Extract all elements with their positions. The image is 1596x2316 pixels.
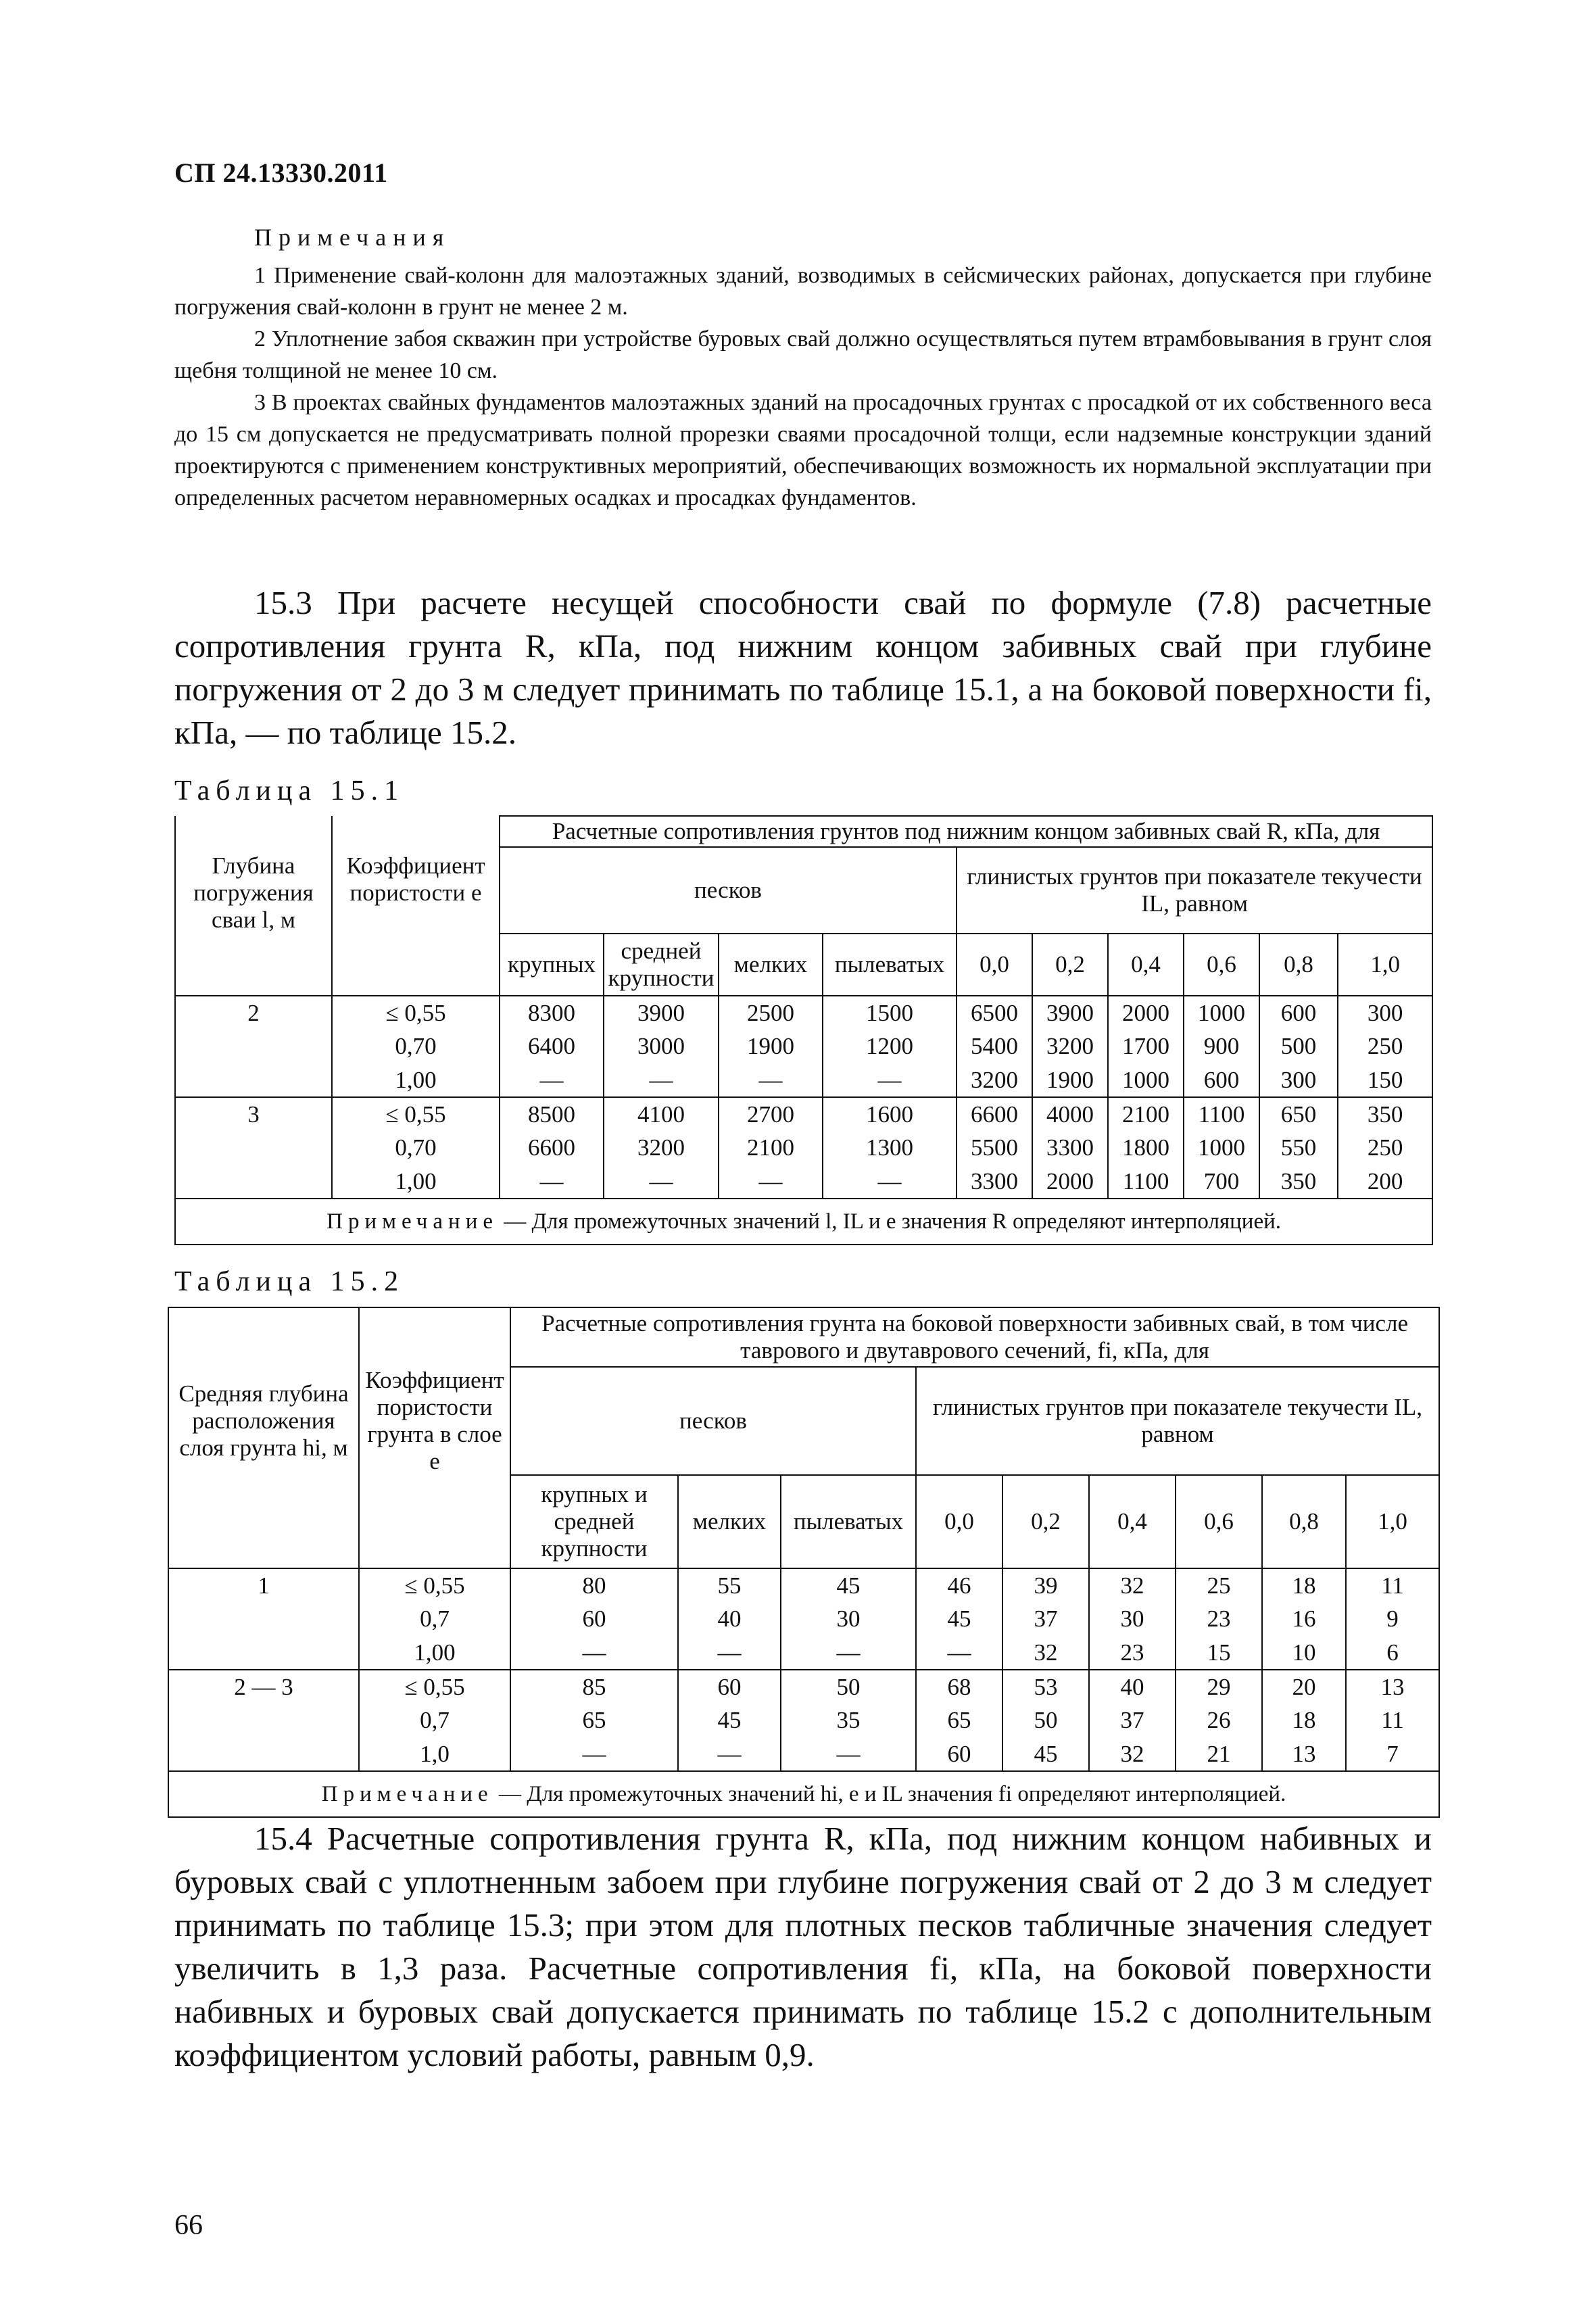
value-cell: 2700 [719,1097,823,1131]
t1-clay-col: 0,4 [1108,934,1184,996]
value-cell: 1200 [823,1030,957,1063]
value-cell: 35 [781,1704,916,1737]
value-cell: 65 [510,1704,678,1737]
table-2-caption: Таблица 15.2 [174,1266,405,1297]
value-cell: 3900 [1032,996,1108,1030]
t1-clay-col: 0,8 [1259,934,1338,996]
value-cell: 1600 [823,1097,957,1131]
t1-body [175,996,1432,1199]
table-row [175,1063,1432,1097]
t2-note: Примечание — Для промежуточных значений hi, e и IL значения fi определяют интерполяцией. [168,1771,1439,1817]
coef-cell: 0,7 [359,1602,510,1636]
value-cell: — [604,1063,719,1097]
value-cell: 3000 [604,1030,719,1063]
t1-clay-col: 0,0 [957,934,1032,996]
coef-cell: 0,70 [332,1131,500,1165]
value-cell: 29 [1176,1670,1262,1704]
t2-sand-col: пылеватых [781,1475,916,1568]
value-cell: 2000 [1032,1165,1108,1199]
value-cell: 45 [678,1704,781,1737]
value-cell: — [781,1737,916,1771]
value-cell: 1900 [1032,1063,1108,1097]
coef-cell: 1,00 [359,1636,510,1670]
table-1-caption: Таблица 15.1 [174,775,405,806]
depth-cell [175,1063,332,1097]
value-cell: 45 [916,1602,1002,1636]
t2-clay-col: 0,8 [1262,1475,1346,1568]
value-cell: 80 [510,1568,678,1602]
value-cell: 2100 [719,1131,823,1165]
value-cell: 11 [1346,1568,1439,1602]
coef-cell: ≤ 0,55 [359,1568,510,1602]
value-cell: 5400 [957,1030,1032,1063]
value-cell: 1900 [719,1030,823,1063]
value-cell: 46 [916,1568,1002,1602]
depth-cell [168,1602,359,1636]
value-cell: — [823,1063,957,1097]
table-row [168,1737,1439,1771]
table-row [175,1030,1432,1063]
value-cell: 300 [1338,996,1432,1030]
value-cell: 2500 [719,996,823,1030]
t1-note: Примечание — Для промежуточных значений l, IL и e значения R определяют интерполяцией. [175,1199,1432,1245]
value-cell: 65 [916,1704,1002,1737]
value-cell: 3300 [1032,1131,1108,1165]
coef-cell: 1,0 [359,1737,510,1771]
value-cell: 700 [1184,1165,1259,1199]
t1-clay-col: 0,6 [1184,934,1259,996]
depth-cell [175,1131,332,1165]
note-2: 2 Уплотнение забоя скважин при устройстве буровых свай должно осуществляться путем втрамбовывания в грунт слоя щебня толщиной не менее 10 см. [174,327,1432,383]
depth-cell: 1 [168,1568,359,1602]
depth-cell: 3 [175,1097,332,1131]
t1-clay-col: 1,0 [1338,934,1432,996]
value-cell: 23 [1176,1602,1262,1636]
table-row [168,1568,1439,1602]
value-cell: 68 [916,1670,1002,1704]
value-cell: 7 [1346,1737,1439,1771]
value-cell: 150 [1338,1063,1432,1097]
value-cell: 18 [1262,1704,1346,1737]
table-row [175,996,1432,1030]
value-cell: 3300 [957,1165,1032,1199]
value-cell: 13 [1346,1670,1439,1704]
value-cell: 3200 [604,1131,719,1165]
t1-header-top: Расчетные сопротивления грунтов под нижним концом забивных свай R, кПа, для [500,816,1432,847]
value-cell: 6 [1346,1636,1439,1670]
value-cell: 3200 [957,1063,1032,1097]
value-cell: 15 [1176,1636,1262,1670]
depth-cell [175,1030,332,1063]
coef-cell: 0,7 [359,1704,510,1737]
value-cell: 21 [1176,1737,1262,1771]
value-cell: 1000 [1108,1063,1184,1097]
value-cell: 18 [1262,1568,1346,1602]
t1-clays-header: глинистых грунтов при показателе текучести IL, равном [957,847,1432,934]
value-cell: 550 [1259,1131,1338,1165]
value-cell: 32 [1089,1737,1176,1771]
t2-clays-header: глинистых грунтов при показателе текучести IL, равном [916,1367,1439,1475]
t2-body [168,1568,1439,1771]
value-cell: 1100 [1184,1097,1259,1131]
value-cell: 5500 [957,1131,1032,1165]
value-cell: 6400 [500,1030,604,1063]
t2-clay-col: 0,2 [1002,1475,1089,1568]
table-row [168,1636,1439,1670]
value-cell: 11 [1346,1704,1439,1737]
t2-sands-header: песков [510,1367,916,1475]
value-cell: — [604,1165,719,1199]
value-cell: 600 [1259,996,1338,1030]
page-number: 66 [174,2210,203,2241]
value-cell: 50 [781,1670,916,1704]
depth-cell: 2 — 3 [168,1670,359,1704]
value-cell: 9 [1346,1602,1439,1636]
value-cell: 8300 [500,996,604,1030]
coef-cell: 1,00 [332,1165,500,1199]
value-cell: 45 [1002,1737,1089,1771]
document-code: СП 24.13330.2011 [174,158,388,188]
coef-cell: ≤ 0,55 [359,1670,510,1704]
value-cell: 500 [1259,1030,1338,1063]
paragraph-15-4: 15.4 Расчетные сопротивления грунта R, кПа, под нижним концом набивных и буровых свай с уплотненным забоем при глубине погружения свай от 2 до 3 м следует принимать по таблице 15.3; при этом для плотных песков табличные значения следует увеличить в 1,3 раза. Расчетные сопротивления fi, кПа, на боковой поверхности набивных и буровых свай допускается принимать по таблице 15.2 с дополнительным коэффициентом условий работы, равным 0,9. [174,1820,1432,2073]
t2-clay-col: 1,0 [1346,1475,1439,1568]
value-cell: 2100 [1108,1097,1184,1131]
value-cell: — [823,1165,957,1199]
value-cell: 32 [1089,1568,1176,1602]
depth-cell [168,1636,359,1670]
value-cell: 37 [1089,1704,1176,1737]
t1-sand-col: мелких [719,934,823,996]
value-cell: 350 [1259,1165,1338,1199]
value-cell: 37 [1002,1602,1089,1636]
value-cell: 3200 [1032,1030,1108,1063]
note-1: 1 Применение свай-колонн для малоэтажных зданий, возводимых в сейсмических районах, допускается при глубине погружения свай-колонн в грунт не менее 2 м. [174,263,1432,320]
t1-sand-col: пылеватых [823,934,957,996]
depth-cell [168,1704,359,1737]
value-cell: 50 [1002,1704,1089,1737]
value-cell: 200 [1338,1165,1432,1199]
table-row [168,1602,1439,1636]
value-cell: 1300 [823,1131,957,1165]
t1-col-coef: Коэффициент пористости e [332,847,500,934]
value-cell: 30 [781,1602,916,1636]
value-cell: — [678,1737,781,1771]
value-cell: 25 [1176,1568,1262,1602]
value-cell: 1000 [1184,1131,1259,1165]
t2-clay-col: 0,6 [1176,1475,1262,1568]
paragraph-15-3: 15.3 При расчете несущей способности свай по формуле (7.8) расчетные сопротивления грунта R, кПа, под нижним концом забивных свай при глубине погружения от 2 до 3 м следует принимать по таблице 15.1, а на боковой поверхности fi, кПа, — по таблице 15.2. [174,584,1432,751]
table-row [175,1165,1432,1199]
value-cell: — [781,1636,916,1670]
value-cell: 60 [916,1737,1002,1771]
t2-sand-col: мелких [678,1475,781,1568]
table-15-2 [168,1307,1440,1818]
value-cell: — [500,1063,604,1097]
t2-col-coef: Коэффициент пористости грунта в слое e [359,1367,510,1475]
coef-cell: ≤ 0,55 [332,996,500,1030]
value-cell: 6500 [957,996,1032,1030]
value-cell: 85 [510,1670,678,1704]
value-cell: — [916,1636,1002,1670]
t2-col-depth: Средняя глубина расположения слоя грунта hi, м [168,1367,359,1475]
value-cell: 2000 [1108,996,1184,1030]
t1-clay-col: 0,2 [1032,934,1108,996]
t2-clay-col: 0,4 [1089,1475,1176,1568]
value-cell: 1000 [1184,996,1259,1030]
value-cell: 350 [1338,1097,1432,1131]
value-cell: 250 [1338,1030,1432,1063]
value-cell: 3900 [604,996,719,1030]
depth-cell [175,1165,332,1199]
value-cell: 40 [678,1602,781,1636]
value-cell: 250 [1338,1131,1432,1165]
value-cell: — [678,1636,781,1670]
value-cell: 1800 [1108,1131,1184,1165]
value-cell: 1100 [1108,1165,1184,1199]
value-cell: 53 [1002,1670,1089,1704]
coef-cell: 0,70 [332,1030,500,1063]
value-cell: 16 [1262,1602,1346,1636]
value-cell: 4000 [1032,1097,1108,1131]
value-cell: — [719,1063,823,1097]
table-15-1 [174,815,1433,1245]
value-cell: 39 [1002,1568,1089,1602]
value-cell: 4100 [604,1097,719,1131]
t2-sand-col: крупных и средней крупности [510,1475,678,1568]
value-cell: 1700 [1108,1030,1184,1063]
table-row [168,1704,1439,1737]
value-cell: 8500 [500,1097,604,1131]
coef-cell: 1,00 [332,1063,500,1097]
table-row [168,1670,1439,1704]
value-cell: 60 [510,1602,678,1636]
value-cell: — [719,1165,823,1199]
value-cell: — [500,1165,604,1199]
value-cell: 20 [1262,1670,1346,1704]
value-cell: 900 [1184,1030,1259,1063]
value-cell: 26 [1176,1704,1262,1737]
value-cell: 55 [678,1568,781,1602]
value-cell: — [510,1737,678,1771]
value-cell: 45 [781,1568,916,1602]
value-cell: 10 [1262,1636,1346,1670]
t1-col-depth: Глубина погружения сваи l, м [175,847,332,934]
t2-header-top: Расчетные сопротивления грунта на боковой поверхности забивных свай, в том числе таврового и двутаврового сечений, fi, кПа, для [510,1307,1439,1367]
depth-cell: 2 [175,996,332,1030]
table-row [175,1131,1432,1165]
value-cell: 13 [1262,1737,1346,1771]
coef-cell: ≤ 0,55 [332,1097,500,1131]
value-cell: — [510,1636,678,1670]
depth-cell [168,1737,359,1771]
t1-sand-col: средней крупности [604,934,719,996]
value-cell: 650 [1259,1097,1338,1131]
table-row [175,1097,1432,1131]
value-cell: 600 [1184,1063,1259,1097]
t1-sand-col: крупных [500,934,604,996]
notes-title: Примечания [254,224,451,251]
t1-sands-header: песков [500,847,957,934]
value-cell: 300 [1259,1063,1338,1097]
value-cell: 6600 [500,1131,604,1165]
value-cell: 6600 [957,1097,1032,1131]
t2-clay-col: 0,0 [916,1475,1002,1568]
value-cell: 1500 [823,996,957,1030]
value-cell: 30 [1089,1602,1176,1636]
value-cell: 40 [1089,1670,1176,1704]
value-cell: 23 [1089,1636,1176,1670]
value-cell: 32 [1002,1636,1089,1670]
note-3: 3 В проектах свайных фундаментов малоэтажных зданий на просадочных грунтах с просадкой от их собственного веса до 15 см допускается не предусматривать полной прорезки сваями просадочной толщи, если надземные конструкции зданий проектируются с применением конструктивных мероприятий, обеспечивающих возможность их нормальной эксплуатации при определенных расчетом неравномерных осадках и просадках фундаментов. [174,390,1432,510]
value-cell: 60 [678,1670,781,1704]
